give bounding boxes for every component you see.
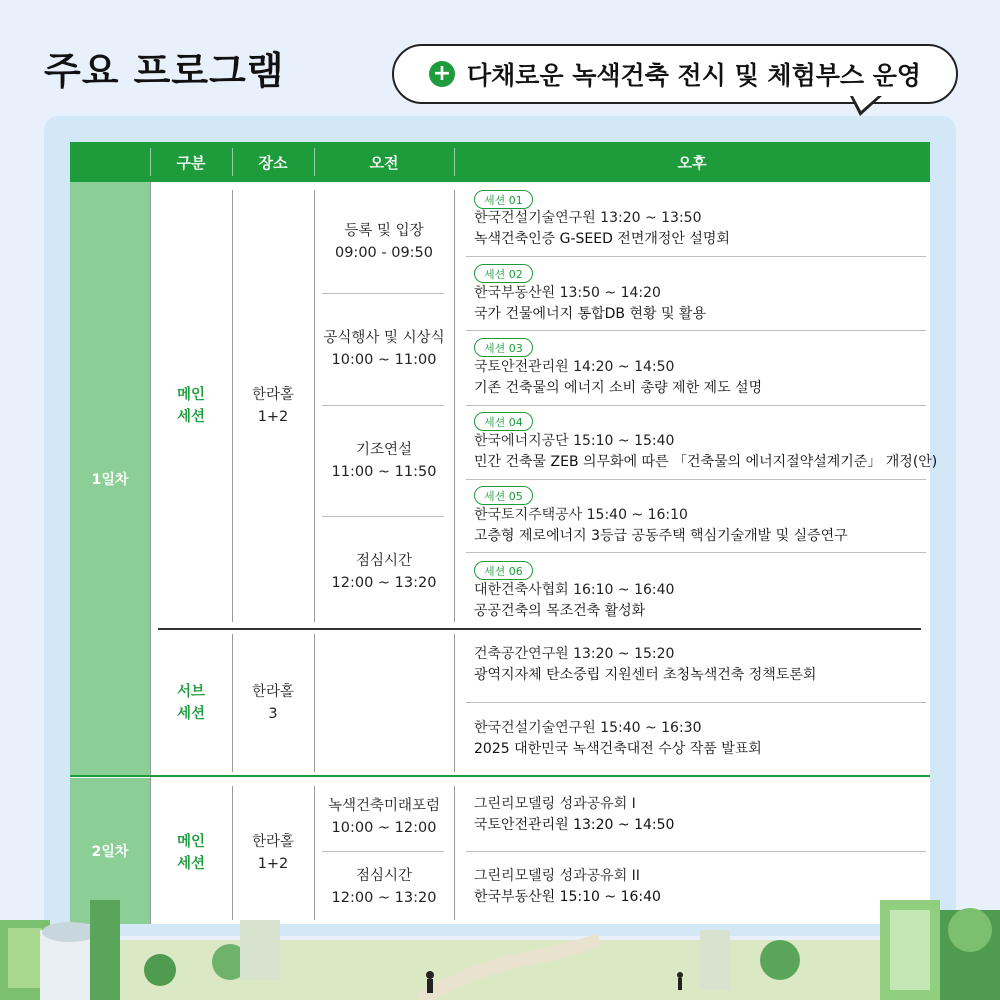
- header-blank: [70, 142, 150, 182]
- morning-time: 12:00 ~ 13:20: [331, 575, 437, 591]
- page-title: 주요 프로그램: [44, 49, 285, 93]
- morning-title: 공식행사 및 시상식: [323, 330, 445, 346]
- banner-text: 다채로운 녹색건축 전시 및 체험부스 운영: [466, 61, 922, 90]
- session-title: 민간 건축물 ZEB 의무화에 따른 「건축물의 에너지절약설계기준」 개정(안): [474, 454, 938, 470]
- session-tag: 세션 04: [474, 412, 533, 431]
- morning-time: 09:00 - 09:50: [334, 245, 434, 261]
- day2-session-org-time: 국토안전관리원 13:20 ~ 14:50: [474, 817, 675, 833]
- session-tag: 세션 06: [474, 561, 533, 580]
- day1-sub-category: 서브 세션: [176, 684, 205, 722]
- header-morning: 오전: [314, 142, 454, 182]
- banner-bubble: [392, 44, 958, 104]
- day1-label: 1일차: [70, 182, 150, 776]
- session-org-time: 국토안전관리원 14:20 ~ 14:50: [474, 359, 675, 375]
- row-divider: [466, 702, 926, 703]
- sub-session-title: 광역지자체 탄소중립 지원센터 초청녹색건축 정책토론회: [474, 667, 817, 683]
- session-tag: 세션 02: [474, 264, 533, 283]
- morning-time: 10:00 ~ 11:00: [331, 352, 437, 368]
- session-item: [474, 505, 848, 547]
- sub-session-item: [474, 644, 816, 686]
- header-divider: [454, 148, 455, 176]
- row-divider: [466, 851, 926, 852]
- day2-session-title: 그린리모델링 성과공유회 II: [474, 868, 640, 884]
- session-title: 국가 건물에너지 통합DB 현황 및 활용: [474, 306, 706, 322]
- row-divider: [466, 256, 926, 257]
- morning-title: 등록 및 입장: [344, 223, 424, 239]
- bubble-tail-inner: [853, 96, 878, 111]
- session-tag: 세션 05: [474, 486, 533, 505]
- morning-time: 10:00 ~ 12:00: [331, 820, 437, 836]
- session-tag: 세션 01: [474, 190, 533, 209]
- session-item: [474, 357, 762, 399]
- day2-session-title: 그린리모델링 성과공유회 I: [474, 796, 636, 812]
- morning-item: [314, 296, 454, 402]
- day1-sub-venue: 한라홀 3: [251, 684, 295, 722]
- day2-main-category: 메인 세션: [176, 834, 205, 872]
- header-divider: [150, 148, 151, 176]
- day2-main-venue: 한라홀 1+2: [251, 834, 295, 872]
- header-afternoon: 오후: [454, 142, 930, 182]
- main-sub-separator: [158, 628, 921, 630]
- day1-main-venue: 한라홀 1+2: [251, 387, 295, 425]
- day1-main-category: 메인 세션: [176, 387, 205, 425]
- session-item: [474, 431, 937, 473]
- morning-time: 12:00 ~ 13:20: [331, 890, 437, 906]
- day-separator: [70, 775, 930, 777]
- morning-title: 점심시간: [355, 553, 413, 569]
- row-divider: [322, 851, 444, 852]
- header-divider: [232, 148, 233, 176]
- row-divider: [466, 552, 926, 553]
- sub-session-title: 2025 대한민국 녹색건축대전 수상 작품 발표회: [474, 741, 762, 757]
- morning-item: [314, 194, 454, 290]
- column-divider: [314, 634, 315, 772]
- sub-session-item: [474, 718, 762, 760]
- header-category: 구분: [150, 142, 232, 182]
- session-org-time: 한국부동산원 13:50 ~ 14:20: [474, 285, 661, 301]
- row-divider: [466, 479, 926, 480]
- session-org-time: 한국토지주택공사 15:40 ~ 16:10: [474, 507, 688, 523]
- day2-session-item: [474, 794, 674, 836]
- morning-title: 녹색건축미래포럼: [327, 798, 441, 814]
- session-title: 공공건축의 목조건축 활성화: [474, 603, 646, 619]
- day2-label: 2일차: [70, 778, 150, 924]
- column-divider: [454, 190, 455, 622]
- session-item: [474, 208, 730, 250]
- header-divider: [314, 148, 315, 176]
- morning-item: [314, 520, 454, 624]
- session-org-time: 한국건설기술연구원 13:20 ~ 13:50: [474, 210, 702, 226]
- morning-title: 점심시간: [355, 868, 413, 884]
- row-divider: [322, 293, 444, 294]
- morning-item: [314, 786, 454, 848]
- session-org-time: 한국에너지공단 15:10 ~ 15:40: [474, 433, 675, 449]
- plus-circle-icon: +: [429, 61, 455, 87]
- sub-session-org-time: 한국건설기술연구원 15:40 ~ 16:30: [474, 720, 702, 736]
- session-tag: 세션 03: [474, 338, 533, 357]
- session-item: [474, 283, 706, 325]
- row-divider: [322, 405, 444, 406]
- row-divider: [322, 516, 444, 517]
- morning-item: [314, 408, 454, 514]
- day2-session-org-time: 한국부동산원 15:10 ~ 16:40: [474, 889, 661, 905]
- session-item: [474, 580, 674, 622]
- header-venue: 장소: [232, 142, 314, 182]
- sub-session-org-time: 건축공간연구원 13:20 ~ 15:20: [474, 646, 675, 662]
- row-divider: [466, 405, 926, 406]
- column-divider: [454, 634, 455, 772]
- session-title: 고층형 제로에너지 3등급 공동주택 핵심기술개발 및 실증연구: [474, 528, 848, 544]
- session-title: 녹색건축인증 G-SEED 전면개정안 설명회: [474, 231, 730, 247]
- session-org-time: 대한건축사협회 16:10 ~ 16:40: [474, 582, 675, 598]
- city-park-illustration: [0, 900, 1000, 1000]
- session-title: 기존 건축물의 에너지 소비 총량 제한 제도 설명: [474, 380, 763, 396]
- morning-title: 기조연설: [355, 442, 413, 458]
- row-divider: [466, 330, 926, 331]
- morning-time: 11:00 ~ 11:50: [331, 464, 437, 480]
